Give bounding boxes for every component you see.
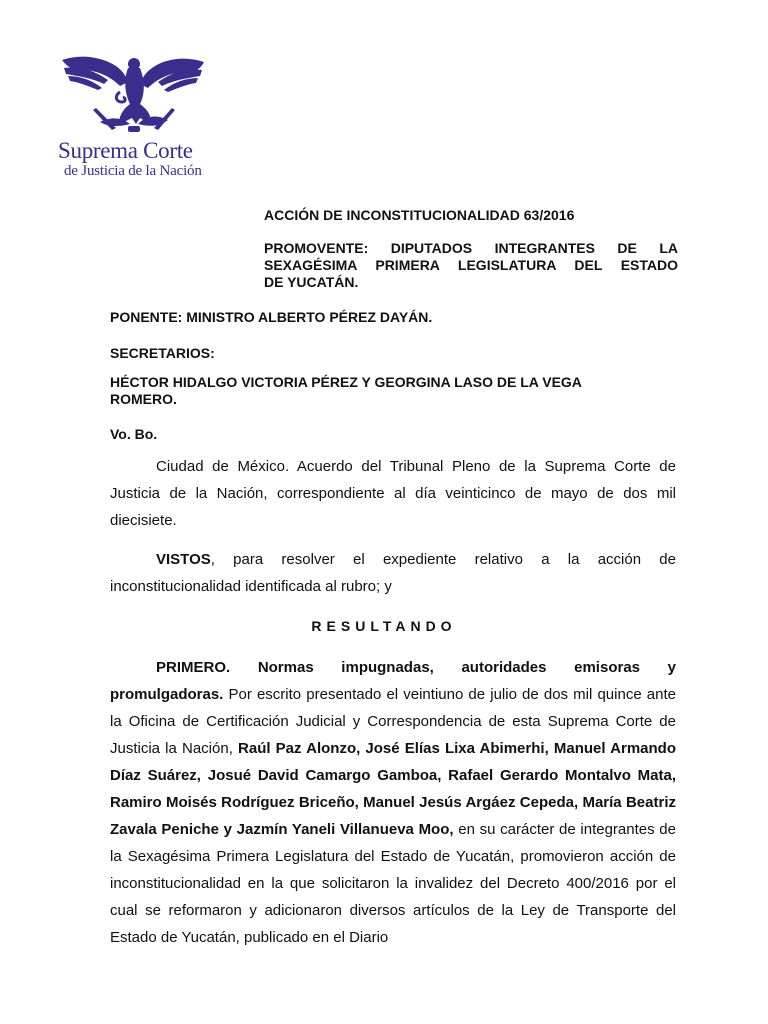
primero-names: Raúl Paz Alonzo, José Elías Lixa Abimerhi, Manuel Armando Díaz Suárez, Josué David Camargo Gamboa, Rafael Gerardo Montalvo Mata, Ramiro Moisés Rodríguez Briceño, Manuel Jesús Argáez Cepeda, María Beatriz Zavala Peniche y Jazmín Yaneli Villanueva Moo,: [110, 740, 676, 838]
primero-text-1: Por escrito presentado el veintiuno de julio de dos mil quince ante la Oficina de Certificación Judicial y Correspondencia de esta Suprema Corte de Justicia la Nación,: [110, 686, 676, 757]
logo-subtitle: de Justicia de la Nación: [64, 163, 202, 179]
vistos-paragraph: [110, 546, 676, 600]
vistos-text: , para resolver el expediente relativo a la acción de inconstitucionalidad identificada al rubro; y: [110, 551, 676, 595]
vobo: Vo. Bo.: [110, 426, 158, 442]
court-logo: [58, 52, 208, 179]
ponente: PONENTE: MINISTRO ALBERTO PÉREZ DAYÁN.: [110, 309, 433, 325]
intro-paragraph: Ciudad de México. Acuerdo del Tribunal Pleno de la Suprema Corte de Justicia de la Nación, correspondiente al día veinticinco de mayo de dos mil diecisiete.: [110, 458, 676, 529]
logo-title: Suprema Corte: [58, 138, 193, 163]
primero-label: PRIMERO. Normas impugnadas, autoridades emisoras y promulgadoras.: [110, 659, 676, 703]
secretarios-label: SECRETARIOS:: [110, 345, 215, 361]
promovente-line-2: SEXAGÉSIMA PRIMERA LEGISLATURA DEL ESTADO: [264, 257, 678, 273]
secretarios-names: HÉCTOR HIDALGO VICTORIA PÉREZ Y GEORGINA LASO DE LA VEGA ROMERO.: [110, 374, 582, 407]
vistos-label: VISTOS: [156, 551, 211, 568]
promovente-block: [264, 240, 678, 291]
primero-text-2: en su carácter de integrantes de la Sexagésima Primera Legislatura del Estado de Yucatán, promovieron acción de inconstitucionalidad en la que solicitaron la invalidez del Decreto 400/2016 por el cual se reformaron y adicionaron diversos artículos de la Ley de Transporte del Estado de Yucatán, publicado en el Diario: [110, 821, 676, 946]
primero-paragraph: [110, 654, 676, 951]
promovente-line-3: DE YUCATÁN.: [264, 274, 359, 290]
promovente-line-1: PROMOVENTE: DIPUTADOS INTEGRANTES DE LA: [264, 240, 678, 256]
eagle-emblem-icon: [60, 52, 206, 136]
case-number: ACCIÓN DE INCONSTITUCIONALIDAD 63/2016: [264, 207, 575, 223]
resultando-heading: RESULTANDO: [311, 618, 457, 634]
